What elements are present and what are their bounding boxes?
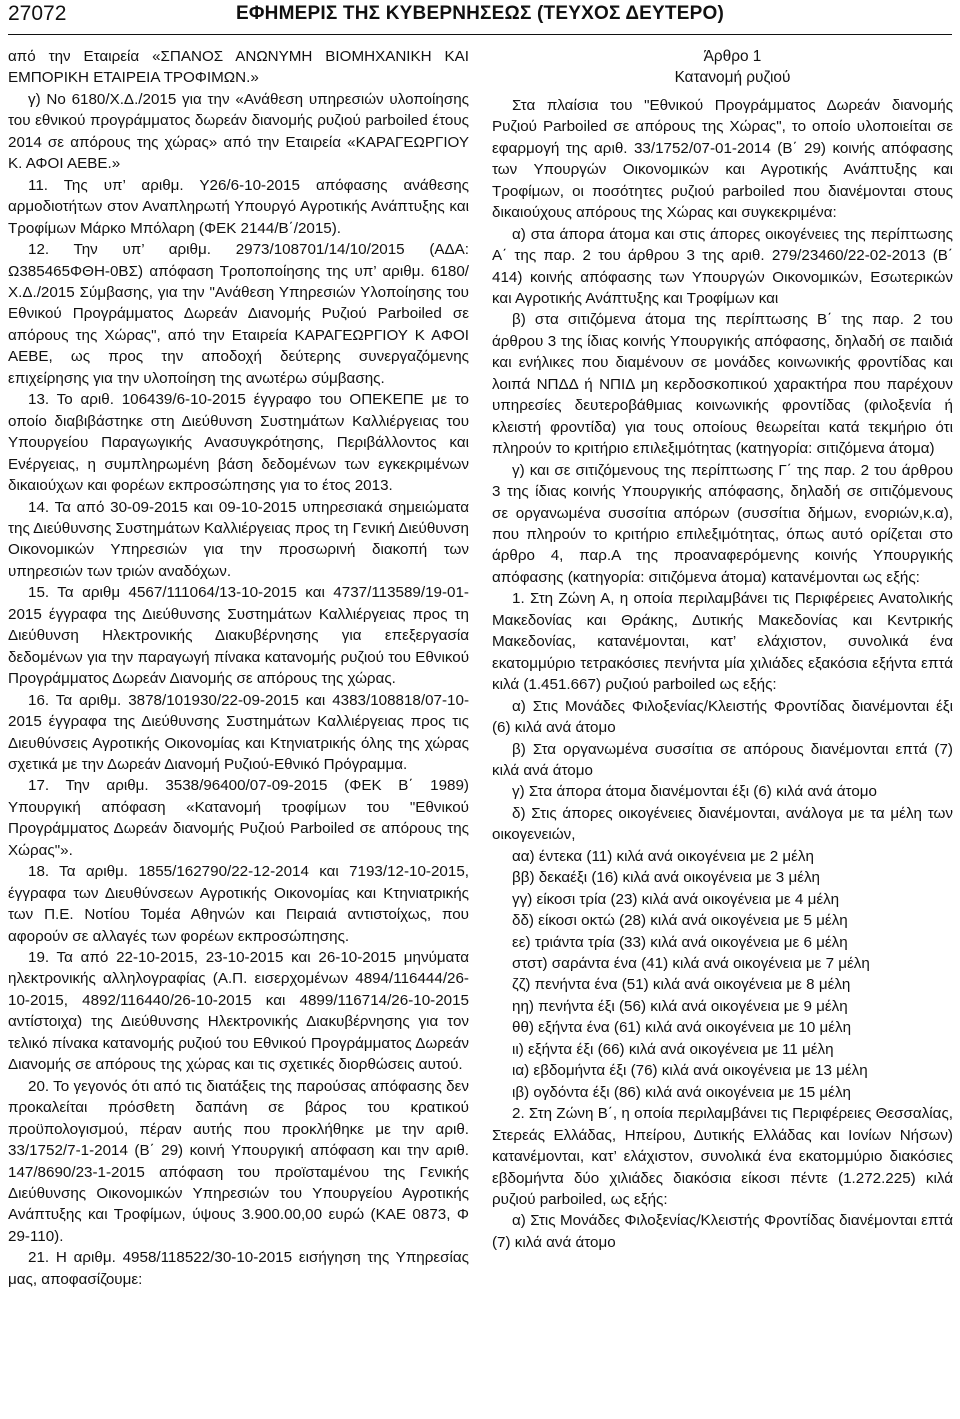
article-title: Άρθρο 1 bbox=[703, 48, 762, 65]
list-item: α) Στις Μονάδες Φιλοξενίας/Κλειστής Φροντίδας διανέμονται έξι (6) κιλά ανά άτομο bbox=[492, 697, 953, 737]
list-item: γ) Στα άπορα άτομα διανέμονται έξι (6) κιλά ανά άτομο bbox=[512, 783, 877, 801]
list-item: β) Στα οργανωμένα συσσίτια σε απόρους διανέμονται επτά (7) κιλά ανά άτομο bbox=[492, 740, 953, 779]
paragraph: α) στα άπορα άτομα και στις άπορες οικογένειες της περίπτωσης Α΄ της παρ. 2 του άρθρου 3 της αριθ. 279/23460/22-02-2013 (Β΄ 414) κοινής απόφασης των Υπουργών Οικονομικών, Εσωτερικών και Αγροτικής Ανάπτυξης και Τροφίμων και bbox=[492, 225, 953, 307]
page-number: 27072 bbox=[8, 2, 67, 25]
list-item: δδ) είκοσι οκτώ (28) κιλά ανά οικογένεια με 5 μέλη bbox=[512, 912, 848, 930]
paragraph: Στα πλαίσια του "Εθνικού Προγράμματος Δωρεάν διανομής Ρυζιού Parboiled σε απόρους της Χώρας", το οποίο υλοποιείται σε εφαρμογή της αριθ. 33/1752/07-01-2014 (Β΄ 29) κοινής απόφασης των Υπουργών Οικονομικών και Αγροτικής Ανάπτυξης και Τροφίμων, οι ποσότητες ρυζιού parboiled που διανέμονται στους δικαιούχους απόρους της Χώρας και συγκεκριμένα: bbox=[492, 96, 953, 222]
list-item: ββ) δεκαέξι (16) κιλά ανά οικογένεια με 3 μέλη bbox=[512, 869, 821, 887]
list-item: δ) Στις άπορες οικογένειες διανέμονται, ανάλογα με τα μέλη των οικογενειών, bbox=[492, 804, 953, 844]
list-item: α) Στις Μονάδες Φιλοξενίας/Κλειστής Φροντίδας διανέμονται επτά (7) κιλά ανά άτομο bbox=[492, 1212, 953, 1251]
paragraph: από την Εταιρεία «ΣΠΑΝΟΣ ΑΝΩΝΥΜΗ ΒΙΟΜΗΧΑΝΙΚΗ ΚΑΙ ΕΜΠΟΡΙΚΗ ΕΤΑΙΡΕΙΑ ΤΡΟΦΙΜΩΝ.» bbox=[8, 48, 469, 87]
paragraph: 18. Τα αριθμ. 1855/162790/22-12-2014 και 7193/12-10-2015, έγγραφα των Διευθύνσεων Αγροτικής Οικονομίας και Κτηνιατρικής των Π.Ε. Νοτίου Τομέα Αθηνών και Πειραιά αντιστοίχως, που αφορούν σε αλλαγές των φορέων εκπροσώπησης. bbox=[8, 863, 469, 945]
paragraph: γ) Νο 6180/Χ.Δ./2015 για την «Ανάθεση υπηρεσιών υλοποίησης του εθνικού προγράμματος δωρεάν διανομής ρυζιού parboiled έτους 2014 σε απόρους της χώρας» από την Εταιρεία «ΚΑΡΑΓΕΩΡΓΙΟΥ Κ. ΑΦΟΙ ΑΕΒΕ.» bbox=[8, 90, 469, 173]
list-item: ηη) πενήντα έξι (56) κιλά ανά οικογένεια με 9 μέλη bbox=[512, 997, 848, 1015]
list-item: ζζ) πενήντα ένα (51) κιλά ανά οικογένεια με 8 μέλη bbox=[512, 976, 851, 994]
paragraph: 1. Στη Ζώνη Α, η οποία περιλαμβάνει τις Περιφέρειες Ανατολικής Μακεδονίας και Θράκης, Δυτικής Μακεδονίας και Κεντρικής Μακεδονίας, κατανέμονται, κατ’ ελάχιστον, συνολικά ένα εκατομμύριο τετρακόσιες πενήντα μία χιλιάδες εξακόσια εξήντα επτά κιλά (1.451.667) ρυζιού parboiled ως εξής: bbox=[492, 590, 953, 694]
paragraph: 17. Την αριθμ. 3538/96400/07-09-2015 (ΦΕΚ Β΄ 1989) Υπουργική απόφαση «Κατανομή τροφίμων του "Εθνικού Προγράμματος Δωρεάν διανομής Ρυζιού Parboiled σε απόρους της Χώρας"». bbox=[8, 777, 469, 859]
paragraph: 21. Η αριθμ. 4958/118522/30-10-2015 εισήγηση της Υπηρεσίας μας, αποφασίζουμε: bbox=[8, 1249, 469, 1288]
paragraph: 11. Της υπ’ αριθμ. Υ26/6-10-2015 απόφασης ανάθεσης αρμοδιοτήτων στον Αναπληρωτή Υπουργό Αγροτικής Ανάπτυξης και Τροφίμων Μάρκο Μπόλαρη (ΦΕΚ 2144/Β΄/2015). bbox=[8, 176, 469, 237]
paragraph: 16. Τα αριθμ. 3878/101930/22-09-2015 και 4383/108818/07-10-2015 έγγραφα της Διεύθυνσης Συστημάτων Καλλιέργειας προς τις Διευθύνσεις Αγροτικής Οικονομίας και Κτηνιατρικής όλης της χώρας σχετικά με την Δωρεάν Διανομή Ρυζιού-Εθνικό Πρόγραμμα. bbox=[8, 691, 469, 773]
article-subtitle: Κατανομή ρυζιού bbox=[674, 69, 791, 87]
list-item: θθ) εξήντα ένα (61) κιλά ανά οικογένεια με 10 μέλη bbox=[512, 1019, 852, 1037]
paragraph: γ) και σε σιτιζόμενους της περίπτωσης Γ΄ της παρ. 2 του άρθρου 3 της ίδιας κοινής Υπουργικής απόφασης, δηλαδή σε σιτιζόμενους σε οργανωμένα συσσίτια απόρων (συσσίτια δήμων, ενοριών,κ.α), που πληρούν το κριτήριο επιλεξιμότητας, όπως αυτό ορίζεται στο άρθρο 4, παρ.Α της προαναφερόμενης κοινής Υπουργικής απόφασης (κατηγορία: σιτιζόμενα άτομα) κατανέμονται ως εξής: bbox=[492, 461, 953, 586]
list-item: ιβ) ογδόντα έξι (86) κιλά ανά οικογένεια με 15 μέλη bbox=[512, 1083, 851, 1101]
list-item: γγ) είκοσι τρία (23) κιλά ανά οικογένεια με 4 μέλη bbox=[512, 890, 840, 908]
list-item: στστ) σαράντα ένα (41) κιλά ανά οικογένεια με 7 μέλη bbox=[512, 955, 870, 973]
page-header bbox=[8, 0, 952, 35]
paragraph: β) στα σιτιζόμενα άτομα της περίπτωσης Β΄ της παρ. 2 του άρθρου 3 της ίδιας κοινής Υπουργικής απόφασης, δηλαδή σε παιδιά και ενήλικες που διαμένουν σε μονάδες κοινωνικής φροντίδας και λοιπά ΝΠΔΔ ή ΝΠΙΔ μη κερδοσκοπικού χαρακτήρα που παρέχουν υπηρεσίες δευτεροβάθμιας κοινωνικής φροντίδας (φιλοξενία ή κλειστή φροντίδα) για τους οποίους θεωρείται κατά τεκμήριο ότι πληρούν το κριτήριο επιλεξιμότητας (κατηγορία: σιτιζόμενα άτομα) bbox=[492, 311, 953, 458]
gazette-title: ΕΦΗΜΕΡΙΣ ΤΗΣ ΚΥΒΕΡΝΗΣΕΩΣ (ΤΕΥΧΟΣ ΔΕΥΤΕΡΟ) bbox=[236, 3, 724, 24]
left-column bbox=[8, 46, 469, 1290]
list-item: εε) τριάντα τρία (33) κιλά ανά οικογένεια με 6 μέλη bbox=[512, 933, 848, 951]
paragraph: 12. Την υπ’ αριθμ. 2973/108701/14/10/2015 (ΑΔΑ: Ω385465ΦΘΗ-0ΒΣ) απόφαση Τροποποίησης της υπ’ αριθμ. 6180/Χ.Δ./2015 Σύμβασης, για την "Ανάθεση Υπηρεσιών Υλοποίησης του Εθνικού Προγράμματος Δωρεάν Διανομής Ρυζιού Parboiled σε απόρους της Χώρας", από την Εταιρεία ΚΑΡΑΓΕΩΡΓΙΟΥ Κ ΑΦΟΙ ΑΕΒΕ, ως προς την αποδοχή δεύτερης συνεργαζόμενης επιχείρησης για την υλοποίηση της ανωτέρω σύμβασης. bbox=[8, 241, 469, 387]
paragraph: 13. Το αριθ. 106439/6-10-2015 έγγραφο του ΟΠΕΚΕΠΕ με το οποίο διαβιβάστηκε στη Διεύθυνση Συστημάτων Καλλιέργειας του Υπουργείου Παραγωγικής Ανασυγκρότησης, Περιβάλλοντος και Ενέργειας, η συμπληρωμένη βάση δεδομένων των εγκεκριμένων δικαιούχων και φορέων εκπροσώπησης για το έτος 2013. bbox=[8, 391, 469, 495]
paragraph: 15. Τα αριθμ 4567/111064/13-10-2015 και 4737/113589/19-01-2015 έγγραφα της Διεύθυνσης Συστημάτων Καλλιέργειας προς τη Διεύθυνση Ηλεκτρονικής Διακυβέρνησης για επεξεργασία δεδομένων για την παραγωγή πίνακα κατανομής ρυζιού του Εθνικού Προγράμματος Δωρεάν Διανομής σε απόρους της χώρας. bbox=[8, 584, 469, 688]
list-item: ια) εβδομήντα έξι (76) κιλά ανά οικογένεια με 13 μέλη bbox=[512, 1062, 868, 1080]
list-item: ιι) εξήντα έξι (66) κιλά ανά οικογένεια με 11 μέλη bbox=[512, 1040, 834, 1058]
right-column bbox=[492, 46, 953, 1253]
paragraph: 14. Τα από 30-09-2015 και 09-10-2015 υπηρεσιακά σημειώματα της Διεύθυνσης Συστημάτων Καλλιέργειας προς τη Γενική Διεύθυνση Οικονομικών Υπηρεσιών για την προσωρινή διακοπή των υπηρεσιών των τριών αναδόχων. bbox=[8, 498, 469, 580]
paragraph: 2. Στη Ζώνη Β΄, η οποία περιλαμβάνει τις Περιφέρειες Θεσσαλίας, Στερεάς Ελλάδας, Ηπείρου, Δυτικής Ελλάδας και Ιονίων Νήσων) κατανέμονται, κατ’ ελάχιστον, συνολικά ένα εκατομμύριο διακόσιες εβδομήντα δύο χιλιάδες διακόσια είκοσι πέντε (1.272.225) κιλά ρυζιού parboiled, ως εξής: bbox=[492, 1105, 953, 1209]
paragraph: 19. Τα από 22-10-2015, 23-10-2015 και 26-10-2015 μηνύματα ηλεκτρονικής αλληλογραφίας (Α.Π. εισερχομένων 4894/116444/26-10-2015, 4892/116440/26-10-2015 και 4899/116714/26-10-2015 αντίστοιχα) της Διεύθυνσης Ηλεκτρονικής Διακυβέρνησης για τον τελικό πίνακα κατανομής ρυζιού του Εθνικού Προγράμματος Δωρεάν Διανομής σε απόρους της χώρας και τις σχετικές διορθώσεις αυτού. bbox=[8, 949, 469, 1074]
paragraph: 20. Το γεγονός ότι από τις διατάξεις της παρούσας απόφασης δεν προκαλείται πρόσθετη δαπάνη σε βάρος του κρατικού προϋπολογισμού, πέραν αυτής που προκλήθηκε με την αριθ. 33/1752/7-1-2014 (Β΄ 29) κοινή Υπουργική απόφαση και την αριθ. 147/8690/23-1-2015 απόφαση του προϊσταμένου της Γενικής Διεύθυνσης Οικονομικών Υπηρεσιών του Υπουργείου Αγροτικής Ανάπτυξης και Τροφίμων, ύψους 3.900.00,00 ευρώ (ΚΑΕ 0873, Φ 29-110). bbox=[8, 1077, 469, 1245]
list-item: αα) έντεκα (11) κιλά ανά οικογένεια με 2 μέλη bbox=[512, 847, 814, 865]
